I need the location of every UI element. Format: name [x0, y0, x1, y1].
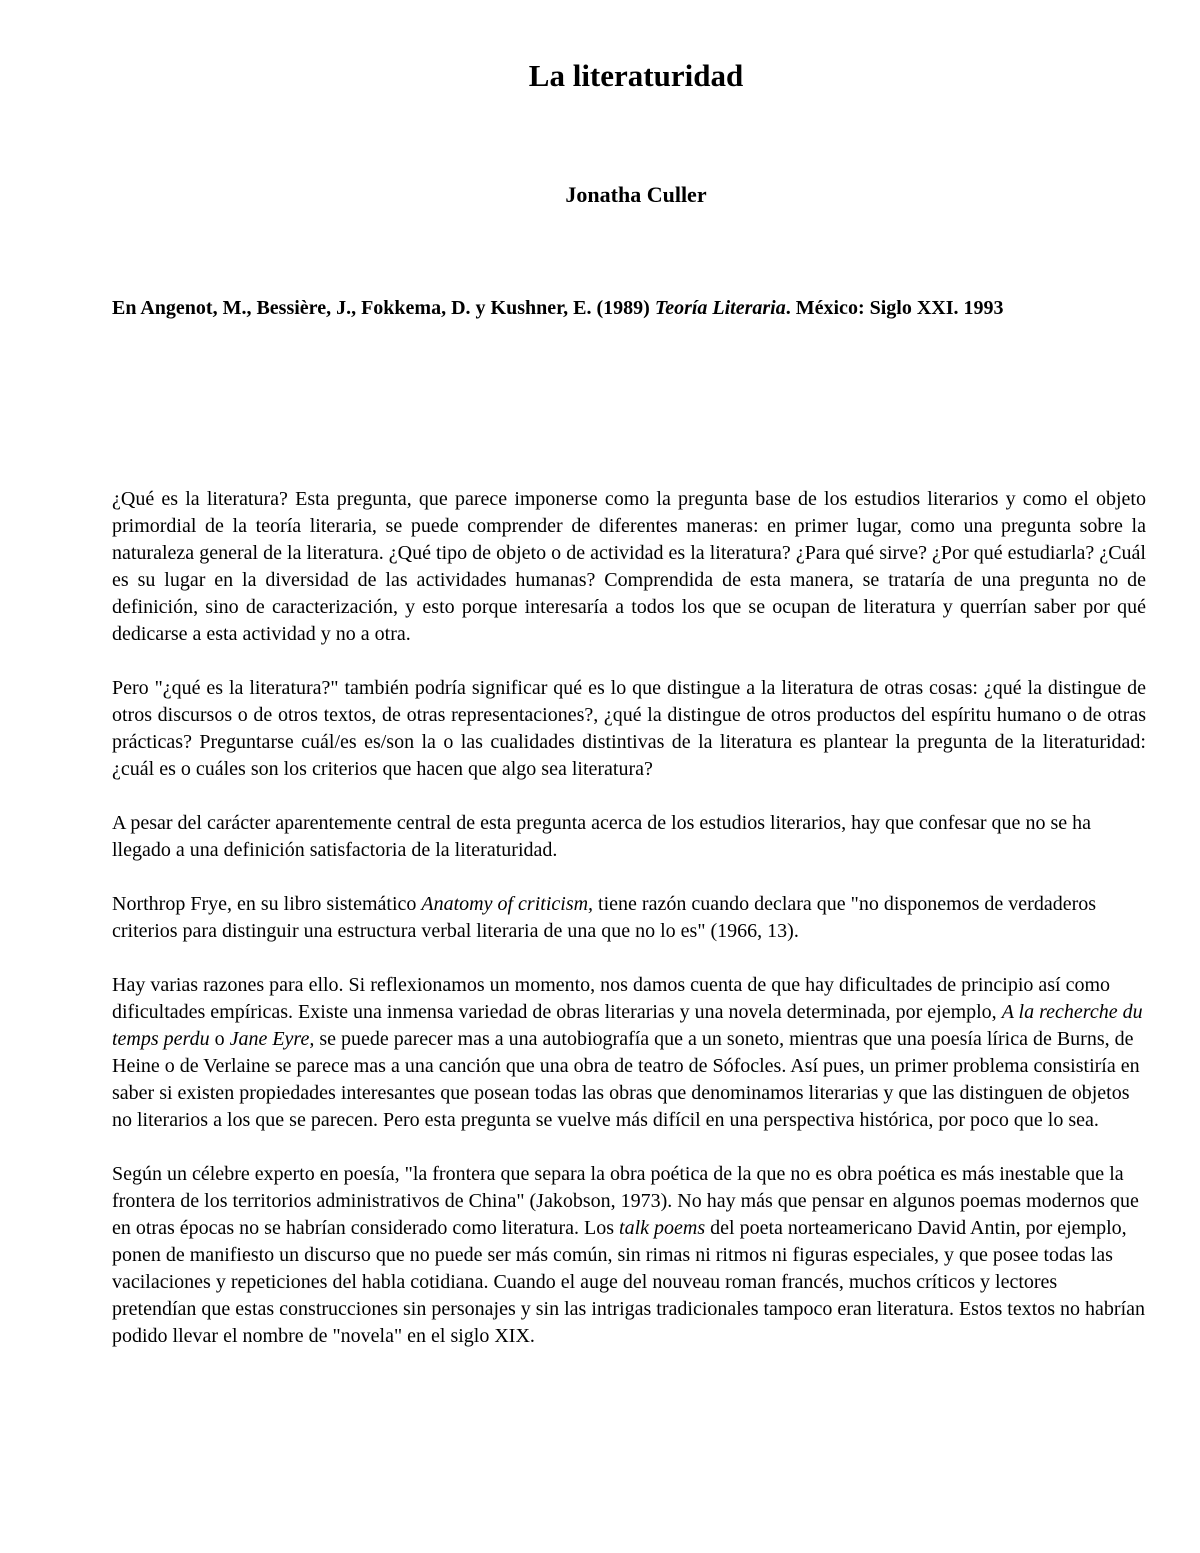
paragraph-4-book-title: Anatomy of criticism, — [421, 893, 594, 915]
paragraph-4-text-b: tiene razón cuando declara que "no disponemos de verdaderos criterios para distinguir una estructura verbal literaria de una que no lo es" (1966, 13). — [112, 893, 1097, 942]
document-body — [112, 486, 1146, 1377]
paragraph-5 — [112, 972, 1146, 1134]
paragraph-1: ¿Qué es la literatura? Esta pregunta, que parece imponerse como la pregunta base de los estudios literarios y como el objeto primordial de la teoría literaria, se puede comprender de diferentes maneras: en primer lugar, como una pregunta sobre la naturaleza general de la literatura. ¿Qué tipo de objeto o de actividad es la literatura? ¿Para qué sirve? ¿Por qué estudiarla? ¿Cuál es su lugar en la diversidad de las actividades humanas? Comprendida de esta manera, se trataría de una pregunta no de definición, sino de caracterización, y esto porque interesaría a todos los que se ocupan de literatura y querrían saber por qué dedicarse a esta actividad y no a otra. — [112, 488, 1146, 645]
paragraph-5-text-a: Hay varias razones para ello. Si reflexionamos un momento, nos damos cuenta de que hay dificultades de principio así como dificultades empíricas. Existe una inmensa variedad de obras literarias y una novela determinada, por ejemplo, — [112, 974, 1111, 1023]
citation-book-title: Teoría Literaria — [654, 297, 786, 319]
paragraph-5-book-title-1: A la recherche du temps perdu — [112, 1001, 1143, 1050]
paragraph-5-book-title-2: Jane Eyre, — [229, 1028, 315, 1050]
paragraph-4 — [112, 891, 1146, 945]
citation-text: En Angenot, M., Bessière, J., Fokkema, D. y Kushner, E. (1989) — [112, 297, 655, 319]
paragraph-2: Pero "¿qué es la literatura?" también podría significar qué es lo que distingue a la literatura de otras cosas: ¿qué la distingue de otros discursos o de otros textos, de otras representaciones?, ¿qué la distingue de otros productos del espíritu humano o de otras prácticas? Preguntarse cuál/es es/son la o las cualidades distintivas de la literatura es plantear la pregunta de la literaturidad: ¿cuál es o cuáles son los criterios que hacen que algo sea literatura? — [112, 677, 1146, 780]
document-title: La literaturidad — [528, 58, 744, 93]
paragraph-5-text-b: o — [209, 1028, 230, 1050]
paragraph-6-italic-term: talk poems — [619, 1217, 706, 1239]
paragraph-6 — [112, 1161, 1146, 1350]
paragraph-3: A pesar del carácter aparentemente central de esta pregunta acerca de los estudios literarios, hay que confesar que no se ha llegado a una definición satisfactoria de la literaturidad. — [112, 812, 1091, 861]
document-author: Jonatha Culler — [565, 182, 707, 207]
paragraph-6-text-b: del poeta norteamericano David Antin, por ejemplo, ponen de manifiesto un discurso que no puede ser más común, sin rimas ni ritmos ni figuras especiales, y que posee todas las vacilaciones y repeticiones del habla cotidiana. Cuando el auge del nouveau roman francés, muchos críticos y lectores pretendían que estas construcciones sin personajes y sin las intrigas tradicionales tampoco eran literatura. Estos textos no habrían podido llevar el nombre de "novela" en el siglo XIX. — [112, 1217, 1146, 1347]
citation-publisher: . México: Siglo XXI. 1993 — [785, 297, 1004, 319]
paragraph-4-text-a: Northrop Frye, en su libro sistemático — [112, 893, 422, 915]
paragraph-6-text-a: Según un célebre experto en poesía, "la frontera que separa la obra poética de la que no es obra poética es más inestable que la frontera de los territorios administrativos de China" (Jakobson, 1973). No hay más que pensar en algunos poemas modernos que en otras épocas no se habrían considerado como literatura. Los — [112, 1163, 1139, 1239]
paragraph-5-text-c: se puede parecer mas a una autobiografía que a un soneto, mientras que una poesía lírica de Burns, de Heine o de Verlaine se parece mas a una canción que una obra de teatro de Sófocles. Así pues, un primer problema consistiría en saber si existen propiedades interesantes que posean todas las obras que denominamos literarias y que las distinguen de objetos no literarios a los que se parecen. Pero esta pregunta se vuelve más difícil en una perspectiva histórica, por poco que lo sea. — [112, 1028, 1140, 1131]
citation — [112, 295, 1146, 322]
